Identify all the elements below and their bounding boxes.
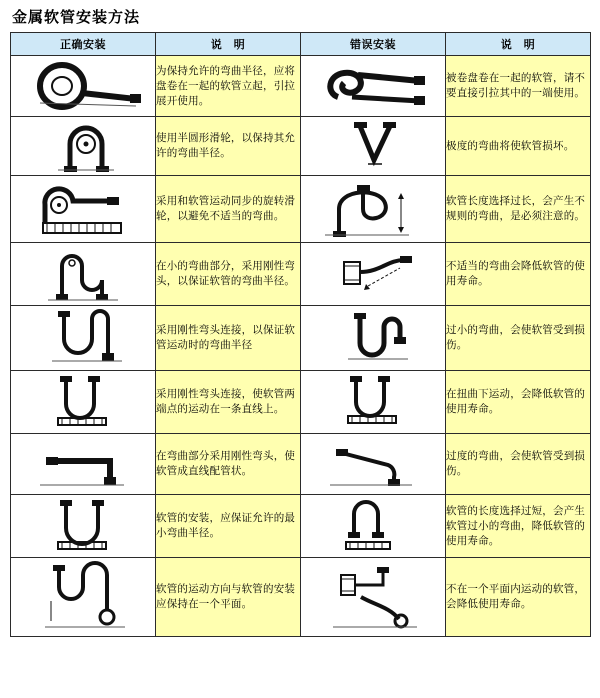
hose-with-synchronized-rotating-pulley-icon: [15, 179, 151, 239]
figure-cell-wrong: [301, 56, 446, 117]
note-cell-wrong: 被卷盘卷在一起的软管，请不要直接引拉其中的一端使用。: [446, 56, 591, 117]
straight-pipe-with-rigid-elbow-icon: [18, 439, 148, 489]
column-header-wrong-install: 错误安装: [301, 33, 446, 56]
hose-over-semicircular-sheave-icon: [18, 120, 148, 172]
table-row: [11, 434, 591, 495]
figure-cell-correct: [11, 243, 156, 306]
hose-motion-out-of-plane-icon: [305, 561, 441, 633]
note-cell-wrong: 在扭曲下运动，会降低软管的使用寿命。: [446, 371, 591, 434]
figure-cell-correct: [11, 371, 156, 434]
figure-cell-wrong: [301, 176, 446, 243]
rigid-elbow-at-small-bend-icon: [18, 246, 148, 302]
table-row: [11, 176, 591, 243]
figure-cell-wrong: [301, 558, 446, 637]
note-cell-correct: 在小的弯曲部分，采用刚性弯头，以保证软管的弯曲半径。: [156, 243, 301, 306]
note-cell-correct: 采用刚性弯头连接，使软管两端点的运动在一条直线上。: [156, 371, 301, 434]
figure-cell-correct: [11, 117, 156, 176]
table-header-row: [11, 33, 591, 56]
improper-bend-shortens-life-icon: [308, 246, 438, 302]
figure-cell-wrong: [301, 306, 446, 371]
figure-cell-correct: [11, 56, 156, 117]
figure-cell-correct: [11, 176, 156, 243]
coiled-hose-standing-upright-icon: [18, 59, 148, 113]
figure-cell-wrong: [301, 243, 446, 306]
table-row: [11, 56, 591, 117]
hose-twisting-motion-icon: [308, 374, 438, 430]
too-small-bend-radius-icon: [308, 309, 438, 367]
column-header-correct-install: 正确安装: [11, 33, 156, 56]
figure-cell-wrong: [301, 495, 446, 558]
note-cell-wrong: 极度的弯曲将使软管损坏。: [446, 117, 591, 176]
note-cell-wrong: 过度的弯曲，会使软管受到损伤。: [446, 434, 591, 495]
figure-cell-wrong: [301, 371, 446, 434]
hose-minimum-bend-radius-u-icon: [18, 498, 148, 554]
figure-cell-wrong: [301, 117, 446, 176]
figure-cell-correct: [11, 434, 156, 495]
note-cell-wrong: 不适当的弯曲会降低软管的使用寿命。: [446, 243, 591, 306]
note-cell-correct: 软管的运动方向与软管的安装应保持在一个平面。: [156, 558, 301, 637]
note-cell-wrong: 过小的弯曲，会使软管受到损伤。: [446, 306, 591, 371]
table-row: [11, 117, 591, 176]
page-title: 金属软管安装方法: [12, 8, 141, 26]
note-cell-wrong: 不在一个平面内运动的软管，会降低使用寿命。: [446, 558, 591, 637]
coiled-hose-pulled-from-one-end-icon: [308, 59, 438, 113]
note-cell-correct: 采用和软管运动同步的旋转滑轮，以避免不适当的弯曲。: [156, 176, 301, 243]
excessive-bend-damage-icon: [308, 439, 438, 489]
rigid-elbow-both-ends-straight-line-icon: [18, 374, 148, 430]
table-row: [11, 495, 591, 558]
hose-too-long-irregular-bend-icon: [305, 179, 441, 239]
table-row: [11, 306, 591, 371]
figure-cell-correct: [11, 495, 156, 558]
table-row: [11, 558, 591, 637]
hose-installation-table: [10, 32, 591, 637]
note-cell-correct: 使用半圆形滑轮，以保持其允许的弯曲半径。: [156, 117, 301, 176]
note-cell-wrong: 软管长度选择过长，会产生不规则的弯曲，是必须注意的。: [446, 176, 591, 243]
note-cell-correct: 在弯曲部分采用刚性弯头，使软管成直线配管状。: [156, 434, 301, 495]
note-cell-correct: 软管的安装，应保证允许的最小弯曲半径。: [156, 495, 301, 558]
note-cell-correct: 采用刚性弯头连接，以保证软管运动时的弯曲半径: [156, 306, 301, 371]
table-row: [11, 243, 591, 306]
table-row: [11, 371, 591, 434]
hose-sharp-v-bend-icon: [308, 120, 438, 172]
figure-cell-wrong: [301, 434, 446, 495]
rigid-elbow-connection-moving-hose-icon: [18, 309, 148, 367]
note-cell-correct: 为保持允许的弯曲半径，应将盘卷在一起的软管立起，引拉展开使用。: [156, 56, 301, 117]
figure-cell-correct: [11, 306, 156, 371]
column-header-correct-note: 说 明: [156, 33, 301, 56]
hose-too-long-small-bend-icon: [308, 498, 438, 554]
note-cell-wrong: 软管的长度选择过短，会产生软管过小的弯曲，降低软管的使用寿命。: [446, 495, 591, 558]
figure-cell-correct: [11, 558, 156, 637]
column-header-wrong-note: 说 明: [446, 33, 591, 56]
hose-motion-in-same-plane-icon: [15, 561, 151, 633]
